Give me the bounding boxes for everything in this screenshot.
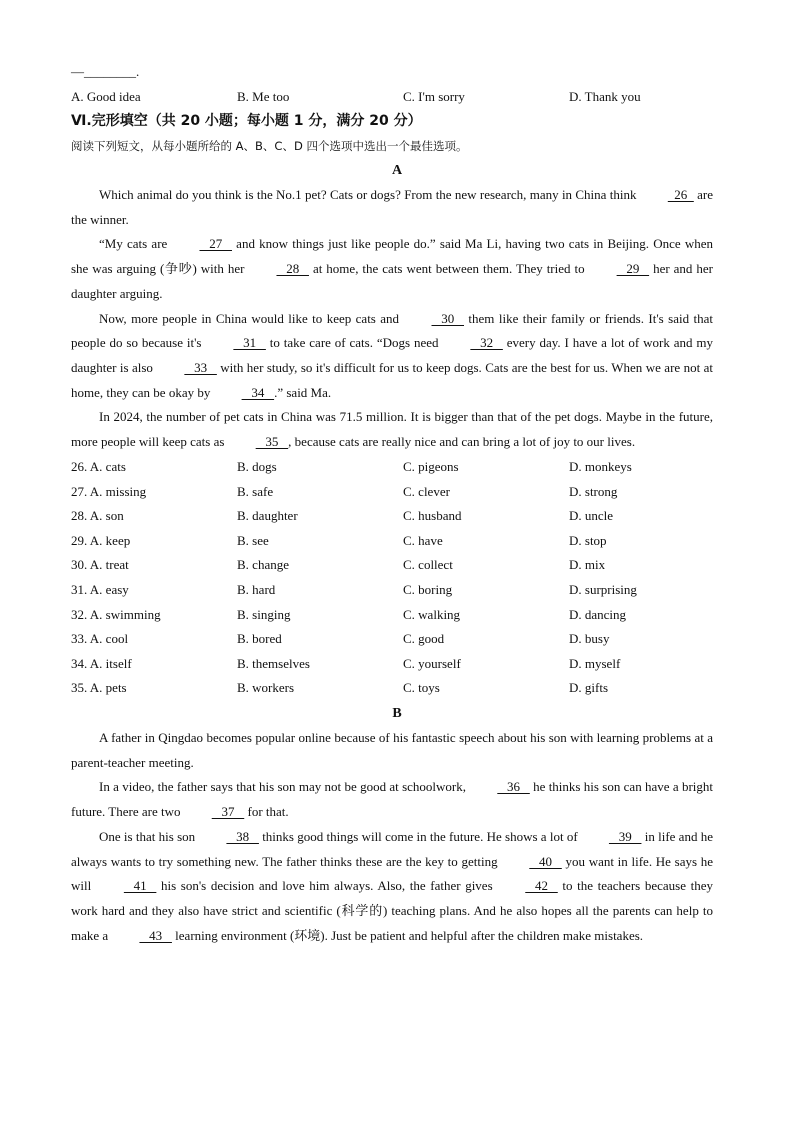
passage-a-paragraph-3	[71, 307, 713, 406]
text: Now, more people in China would like to keep cats and	[99, 310, 404, 326]
section-instruction: 阅读下列短文，从每小题所给的 A、B、C、D 四个选项中选出一个最佳选项。	[71, 139, 468, 153]
text: to take care of cats. “Dogs need	[265, 335, 443, 351]
passage-a-label: A	[391, 163, 403, 178]
question-option-a[interactable]: 34. A. itself	[71, 655, 132, 671]
question-option-c[interactable]: C. husband	[403, 508, 462, 524]
question-option-c[interactable]: C. yourself	[403, 655, 461, 671]
question-row	[71, 484, 751, 504]
text: and know things just like people do.” said Ma Li, having two cats in Beijing. Once when she was arguing (争吵) with her	[71, 236, 713, 277]
passage-a-paragraph-2	[71, 232, 713, 306]
question-option-b[interactable]: B. change	[237, 557, 289, 573]
question-row	[71, 582, 751, 602]
text: thinks good things will come in the future. He shows a lot of	[258, 828, 581, 844]
text: to the teachers because they work hard and they also have strict and scientific (科学的) teaching plans. And he also hopes all the parents can help to make a	[71, 878, 713, 943]
question-row	[71, 656, 751, 676]
blank-38[interactable]: 38	[226, 828, 259, 844]
blank-39[interactable]: 39	[608, 828, 642, 844]
blank-31[interactable]: 31	[233, 335, 266, 351]
text: at home, the cats went between them. They tried to	[308, 261, 589, 277]
question-option-a[interactable]: 27. A. missing	[71, 483, 147, 499]
blank-43[interactable]: 43	[139, 927, 172, 943]
question-option-d[interactable]: D. busy	[569, 631, 610, 647]
passage-b-label: B	[392, 706, 402, 721]
option-a[interactable]: A. Good idea	[71, 89, 141, 104]
question-option-a[interactable]: 35. A. pets	[71, 680, 127, 696]
question-option-d[interactable]: D. myself	[569, 655, 621, 671]
question-option-a[interactable]: 31. A. easy	[71, 582, 129, 597]
passage-b-paragraph-3	[71, 825, 713, 949]
passage-a-paragraph-1	[71, 183, 713, 232]
question-option-c[interactable]: C. have	[403, 532, 443, 548]
question-row	[71, 508, 751, 528]
blank-30[interactable]: 30	[431, 310, 464, 326]
blank-29[interactable]: 29	[616, 261, 650, 277]
text: One is that his son	[99, 828, 199, 844]
question-option-b[interactable]: B. daughter	[237, 508, 298, 524]
question-option-b[interactable]: B. dogs	[237, 459, 277, 474]
text: you want in life. He says he will	[71, 853, 713, 894]
passage-a	[71, 183, 713, 455]
question-option-b[interactable]: B. singing	[237, 606, 291, 622]
passage-b	[71, 726, 713, 948]
question-option-d[interactable]: D. gifts	[569, 680, 608, 696]
passage-b-paragraph-1: A father in Qingdao becomes popular online because of his fantastic speech about his son with learning problems at a parent-teacher meeting.	[71, 730, 713, 770]
blank-33[interactable]: 33	[184, 359, 217, 375]
text: Which animal do you think is the No.1 pet? Cats or dogs? From the new research, many in China think	[99, 187, 640, 202]
question-option-c[interactable]: C. boring	[403, 582, 453, 597]
question-option-d[interactable]: D. surprising	[569, 582, 637, 597]
option-d[interactable]: D. Thank you	[569, 89, 641, 104]
blank-34[interactable]: 34	[241, 384, 275, 400]
passage-a-paragraph-4	[71, 405, 713, 454]
question-option-a[interactable]: 28. A. son	[71, 508, 124, 524]
question-option-c[interactable]: C. clever	[403, 483, 450, 499]
question-option-d[interactable]: D. stop	[569, 532, 607, 548]
blank-35[interactable]: 35	[255, 434, 289, 450]
blank-36[interactable]: 36	[497, 779, 530, 795]
question-option-c[interactable]: C. walking	[403, 606, 461, 622]
question-option-b[interactable]: B. themselves	[237, 655, 310, 671]
option-c[interactable]: C. I'm sorry	[403, 89, 465, 104]
text: “My cats are	[99, 236, 172, 252]
option-b[interactable]: B. Me too	[237, 89, 290, 104]
question-option-a[interactable]: 26. A. cats	[71, 459, 126, 474]
text: his son's decision and love him always. Also, the father gives	[156, 878, 498, 894]
question-option-c[interactable]: C. collect	[403, 557, 453, 573]
question-option-b[interactable]: B. bored	[237, 631, 282, 647]
question-option-c[interactable]: C. toys	[403, 680, 440, 696]
question-option-d[interactable]: D. strong	[569, 483, 618, 499]
passage-b-paragraph-2	[71, 775, 713, 824]
section-heading: Ⅵ.完形填空（共 20 小题；每小题 1 分，满分 20 分）	[71, 113, 422, 129]
question-option-a[interactable]: 33. A. cool	[71, 631, 129, 647]
text: learning environment (环境). Just be patient and helpful after the children make mistakes.	[171, 927, 644, 943]
text: , because cats are really nice and can bring a lot of joy to our lives.	[288, 434, 636, 450]
text: for that.	[244, 804, 289, 820]
question-option-b[interactable]: B. hard	[237, 582, 276, 597]
text: In a video, the father says that his son may not be good at schoolwork,	[99, 779, 470, 795]
question-row	[71, 680, 751, 700]
text: he thinks his son can have a bright future. There are two	[71, 779, 713, 820]
question-row	[71, 607, 751, 627]
question-option-d[interactable]: D. monkeys	[569, 459, 632, 474]
question-option-b[interactable]: B. see	[237, 532, 269, 548]
question-option-d[interactable]: D. mix	[569, 557, 606, 573]
question-option-b[interactable]: B. workers	[237, 680, 295, 696]
blank-40[interactable]: 40	[529, 853, 562, 869]
text: her and her daughter arguing.	[71, 261, 714, 301]
question-option-c[interactable]: C. good	[403, 631, 445, 647]
text: them like their family or friends. It's said that people do so because it's	[71, 310, 714, 351]
top-options	[71, 89, 751, 105]
question-row	[71, 557, 751, 577]
question-option-d[interactable]: D. uncle	[569, 508, 614, 524]
text: are the winner.	[71, 187, 713, 227]
blank-26[interactable]: 26	[667, 187, 694, 202]
question-option-a[interactable]: 32. A. swimming	[71, 606, 161, 622]
blank-41[interactable]: 41	[123, 878, 157, 894]
question-option-a[interactable]: 29. A. keep	[71, 532, 131, 548]
question-option-a[interactable]: 30. A. treat	[71, 557, 129, 573]
text: In 2024, the number of pet cats in China was 71.5 million. It is bigger than that of the pet dogs. Maybe in the future, more people will keep cats as	[71, 409, 713, 450]
text: with her study, so it's difficult for us to keep dogs. Cats are the best for us. When we are not at home, they can be okay by	[71, 359, 714, 400]
question-option-d[interactable]: D. dancing	[569, 606, 627, 622]
text: .” said Ma.	[274, 384, 332, 400]
question-row	[71, 459, 751, 479]
blank-28[interactable]: 28	[276, 261, 309, 277]
question-row	[71, 631, 751, 651]
text: every day. I have a lot of work and my daughter is also	[71, 335, 713, 375]
question-row	[71, 533, 751, 553]
text: in life and he always wants to try something new. The father thinks these are the key to getting	[71, 828, 713, 869]
blank-42[interactable]: 42	[525, 878, 558, 894]
blank-27[interactable]: 27	[199, 236, 232, 252]
answer-prompt: —________.	[71, 64, 140, 79]
blank-32[interactable]: 32	[470, 335, 503, 351]
blank-37[interactable]: 37	[211, 804, 245, 820]
question-option-b[interactable]: B. safe	[237, 483, 274, 499]
question-option-c[interactable]: C. pigeons	[403, 459, 459, 474]
